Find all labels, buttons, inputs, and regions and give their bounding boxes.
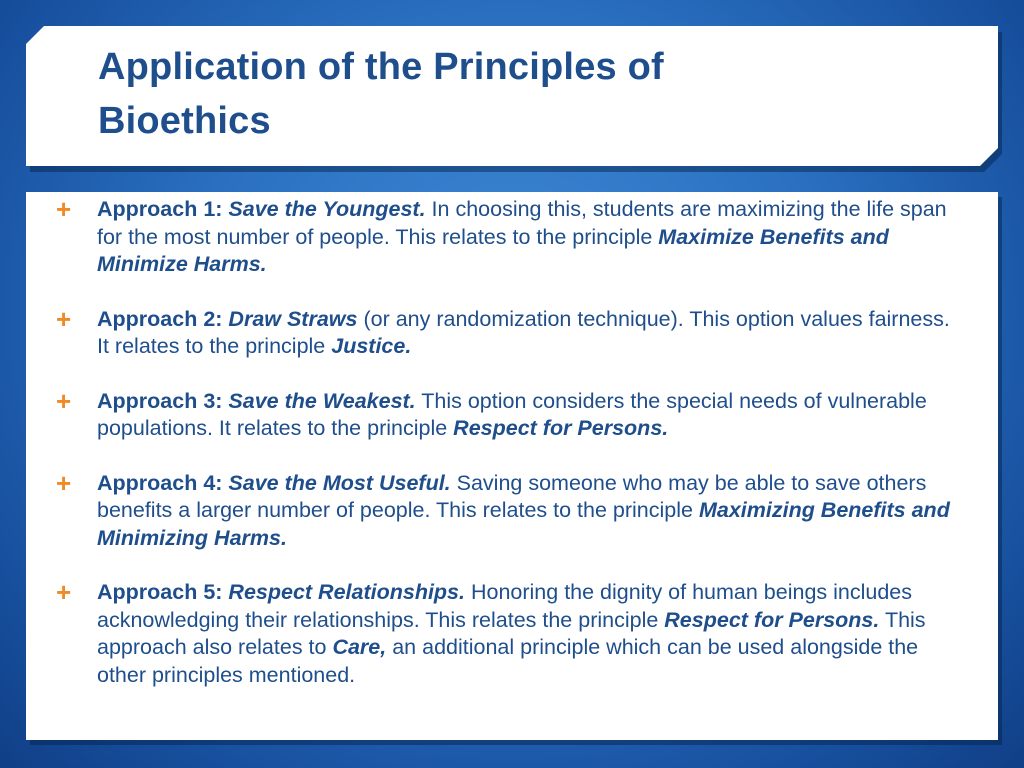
approach-principle-additional: Care, [332, 635, 387, 659]
approach-1-item [56, 196, 966, 279]
slide-title-line-1: Application of the Principles of [98, 46, 664, 88]
approach-name: Respect Relationships. [228, 580, 465, 604]
approach-description: Honoring the dignity of human beings includes acknowledging their relationships. This relates the principle [97, 580, 913, 632]
approach-principle: Maximizing Benefits and Minimizing Harms. [97, 498, 950, 550]
plus-bullet-icon: + [56, 385, 72, 416]
approach-principle: Maximize Benefits and Minimize Harms. [97, 224, 889, 276]
approach-name: Save the Most Useful. [228, 470, 451, 495]
approach-label: Approach 4: [97, 470, 223, 495]
approach-3-item [56, 385, 966, 443]
approach-description-end: an additional principle which can be used alongside the other principles mentioned. [97, 635, 919, 687]
approach-description: This option considers the special needs of vulnerable populations. It relates to the principle [97, 388, 927, 440]
approach-principle: Respect for Persons. [664, 607, 880, 632]
approach-list [56, 196, 966, 716]
plus-bullet-icon: + [56, 577, 72, 607]
approach-description: Saving someone who may be able to save others benefits a larger number of people. This relates to the principle [97, 470, 927, 522]
plus-bullet-icon: + [56, 194, 72, 224]
approach-name: Draw Straws [228, 306, 358, 331]
approach-label: Approach 5: [97, 580, 223, 604]
approach-5-item [56, 579, 966, 689]
approach-description-continued: This approach also relates to [97, 607, 926, 659]
approach-label: Approach 2: [97, 306, 223, 331]
approach-principle: Justice. [331, 334, 412, 358]
plus-bullet-icon: + [56, 467, 72, 498]
slide-title [98, 40, 798, 148]
approach-label: Approach 3: [97, 388, 223, 413]
approach-label: Approach 1: [97, 197, 223, 221]
approach-description: (or any randomization technique). This option values fairness. It relates to the principle [97, 306, 950, 358]
approach-4-item [56, 467, 966, 553]
approach-principle: Respect for Persons. [453, 416, 669, 440]
approach-description: In choosing this, students are maximizing the life span for the most number of people. This relates to the principle [97, 197, 947, 249]
plus-bullet-icon: + [56, 303, 72, 334]
slide-title-line-2: Bioethics [98, 100, 271, 142]
approach-2-item [56, 303, 966, 361]
approach-name: Save the Weakest. [228, 388, 416, 413]
approach-name: Save the Youngest. [228, 197, 426, 221]
